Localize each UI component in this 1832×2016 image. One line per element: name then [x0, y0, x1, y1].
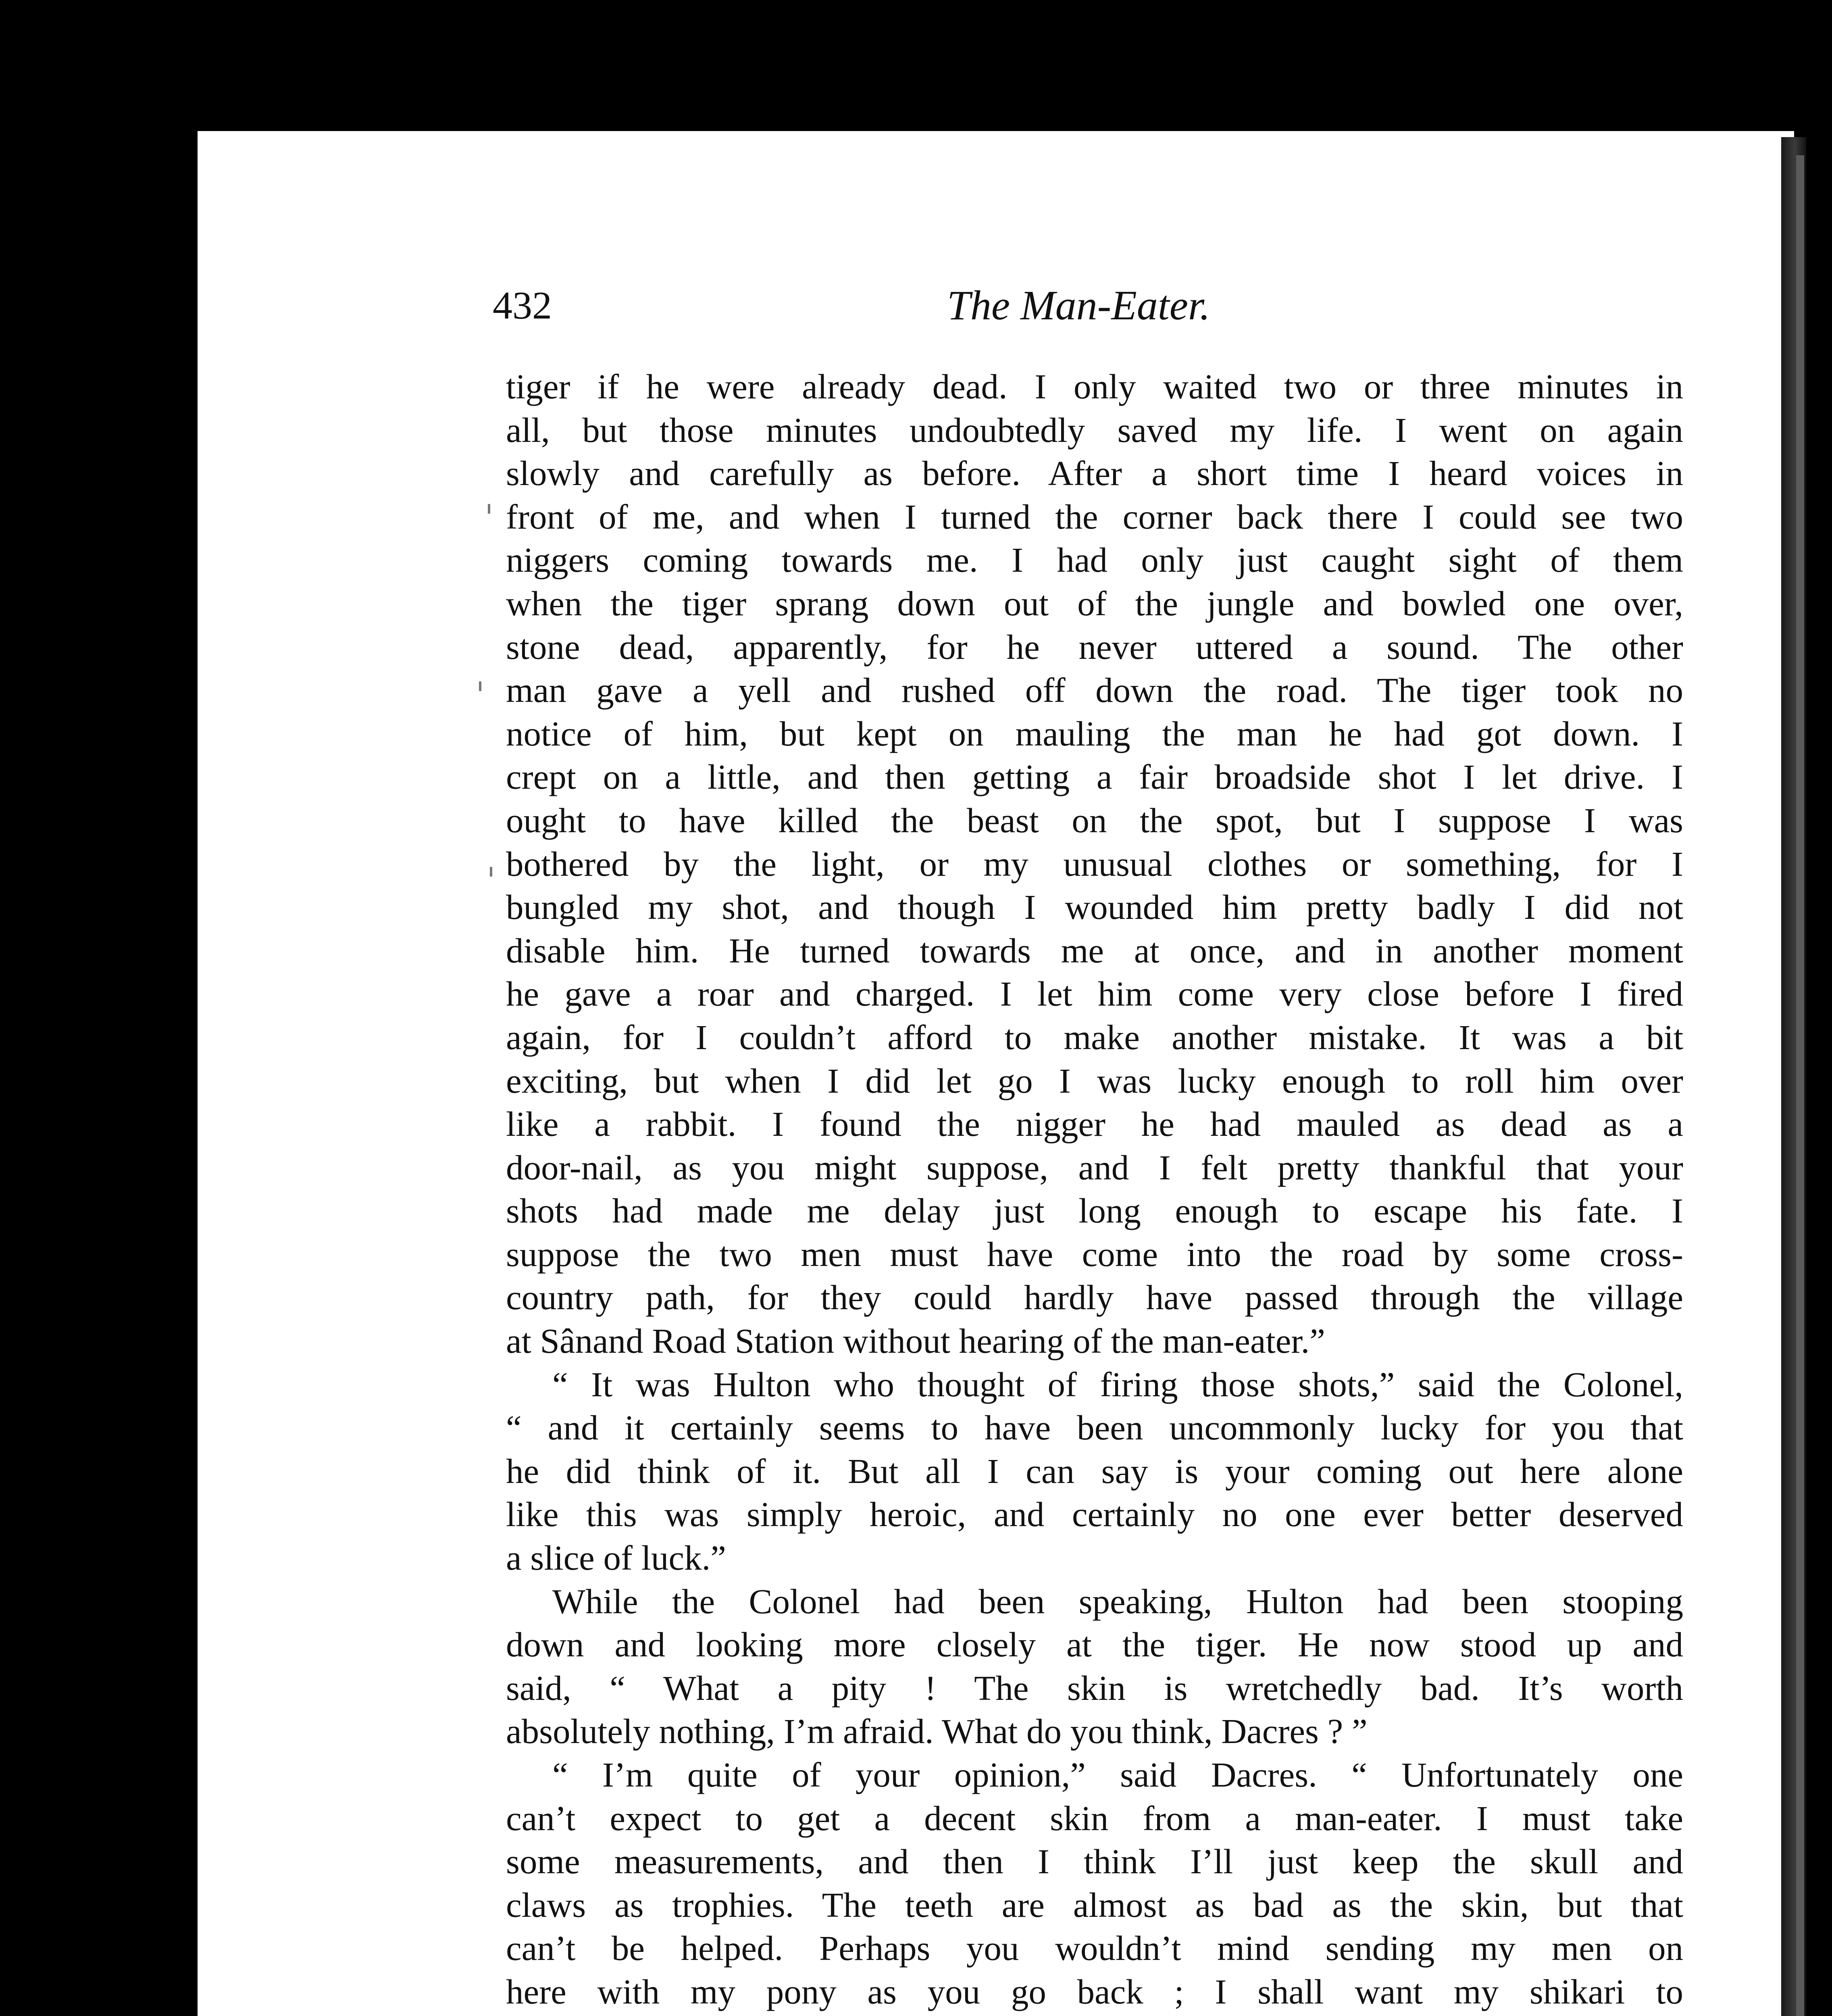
text-line: “ I’m quite of your opinion,” said Dacres. “ Unfortunately one [552, 1755, 1683, 1794]
text-line: “ and it certainly seems to have been uncommonly lucky for you that [506, 1408, 1683, 1447]
text-line: again, for I couldn’t afford to make another mistake. It was a bit [506, 1017, 1683, 1057]
text-line: door-nail, as you might suppose, and I felt pretty thankful that your [506, 1148, 1683, 1187]
text-line: ought to have killed the beast on the spot, but I suppose I was [506, 800, 1683, 840]
text-line: tiger if he were already dead. I only waited two or three minutes in [506, 367, 1683, 406]
body-text [506, 365, 1683, 2016]
text-line: he gave a roar and charged. I let him come very close before I fired [506, 974, 1683, 1014]
margin-speck [490, 867, 492, 877]
text-line: country path, for they could hardly have passed through the village [506, 1278, 1683, 1317]
text-line: can’t be helped. Perhaps you wouldn’t mind sending my men on [506, 1929, 1683, 1968]
text-line: like this was simply heroic, and certainly no one ever better deserved [506, 1495, 1683, 1534]
page-number: 432 [493, 284, 552, 327]
page-edge-highlight [1796, 155, 1804, 2016]
text-line: some measurements, and then I think I’ll just keep the skull and [506, 1842, 1683, 1881]
text-line: here with my pony as you go back ; I shall want my shikari to [506, 1972, 1683, 2011]
text-line: While the Colonel had been speaking, Hulton had been stooping [552, 1581, 1683, 1621]
text-line: can’t expect to get a decent skin from a man-eater. I must take [506, 1798, 1683, 1838]
text-line: shots had made me delay just long enough to escape his fate. I [506, 1191, 1683, 1231]
text-line: like a rabbit. I found the nigger he had mauled as dead as a [506, 1104, 1683, 1144]
text-line: exciting, but when I did let go I was lucky enough to roll him over [506, 1061, 1683, 1100]
text-line: all, but those minutes undoubtedly saved my life. I went on again [506, 410, 1683, 450]
text-line: absolutely nothing, I’m afraid. What do you think, Dacres ? ” [506, 1712, 1368, 1751]
text-line: front of me, and when I turned the corner back there I could see two [506, 497, 1683, 536]
text-line: stone dead, apparently, for he never uttered a sound. The other [506, 627, 1683, 666]
text-line: “ It was Hulton who thought of firing those shots,” said the Colonel, [552, 1364, 1683, 1404]
text-line: suppose the two men must have come into the road by some cross- [506, 1234, 1683, 1274]
text-line: man gave a yell and rushed off down the road. The tiger took no [506, 671, 1683, 710]
text-line [506, 2014, 1683, 2016]
text-line: disable him. He turned towards me at once, and in another moment [506, 931, 1683, 970]
text-line: crept on a little, and then getting a fair broadside shot I let drive. I [506, 757, 1683, 797]
text-line: a slice of luck.” [506, 1538, 726, 1578]
margin-speck [479, 681, 481, 691]
text-line: bungled my shot, and though I wounded him pretty badly I did not [506, 887, 1683, 927]
text-line: notice of him, but kept on mauling the man he had got down. I [506, 714, 1683, 753]
text-line: claws as trophies. The teeth are almost as bad as the skin, but that [506, 1885, 1683, 1924]
text-line: he did think of it. But all I can say is your coming out here alone [506, 1451, 1683, 1491]
page-header [493, 277, 1742, 334]
margin-speck [488, 504, 490, 514]
text-line: slowly and carefully as before. After a short time I heard voices in [506, 454, 1683, 493]
text-line: niggers coming towards me. I had only just caught sight of them [506, 540, 1683, 580]
text-line: when the tiger sprang down out of the jungle and bowled one over, [506, 583, 1683, 623]
running-title: The Man-Eater. [947, 282, 1210, 329]
text-line: down and looking more closely at the tiger. He now stood up and [506, 1625, 1683, 1664]
text-line: said, “ What a pity ! The skin is wretchedly bad. It’s worth [506, 1668, 1683, 1708]
text-line: at Sânand Road Station without hearing of the man-eater.” [506, 1321, 1325, 1361]
text-line: bothered by the light, or my unusual clothes or something, for I [506, 844, 1683, 883]
